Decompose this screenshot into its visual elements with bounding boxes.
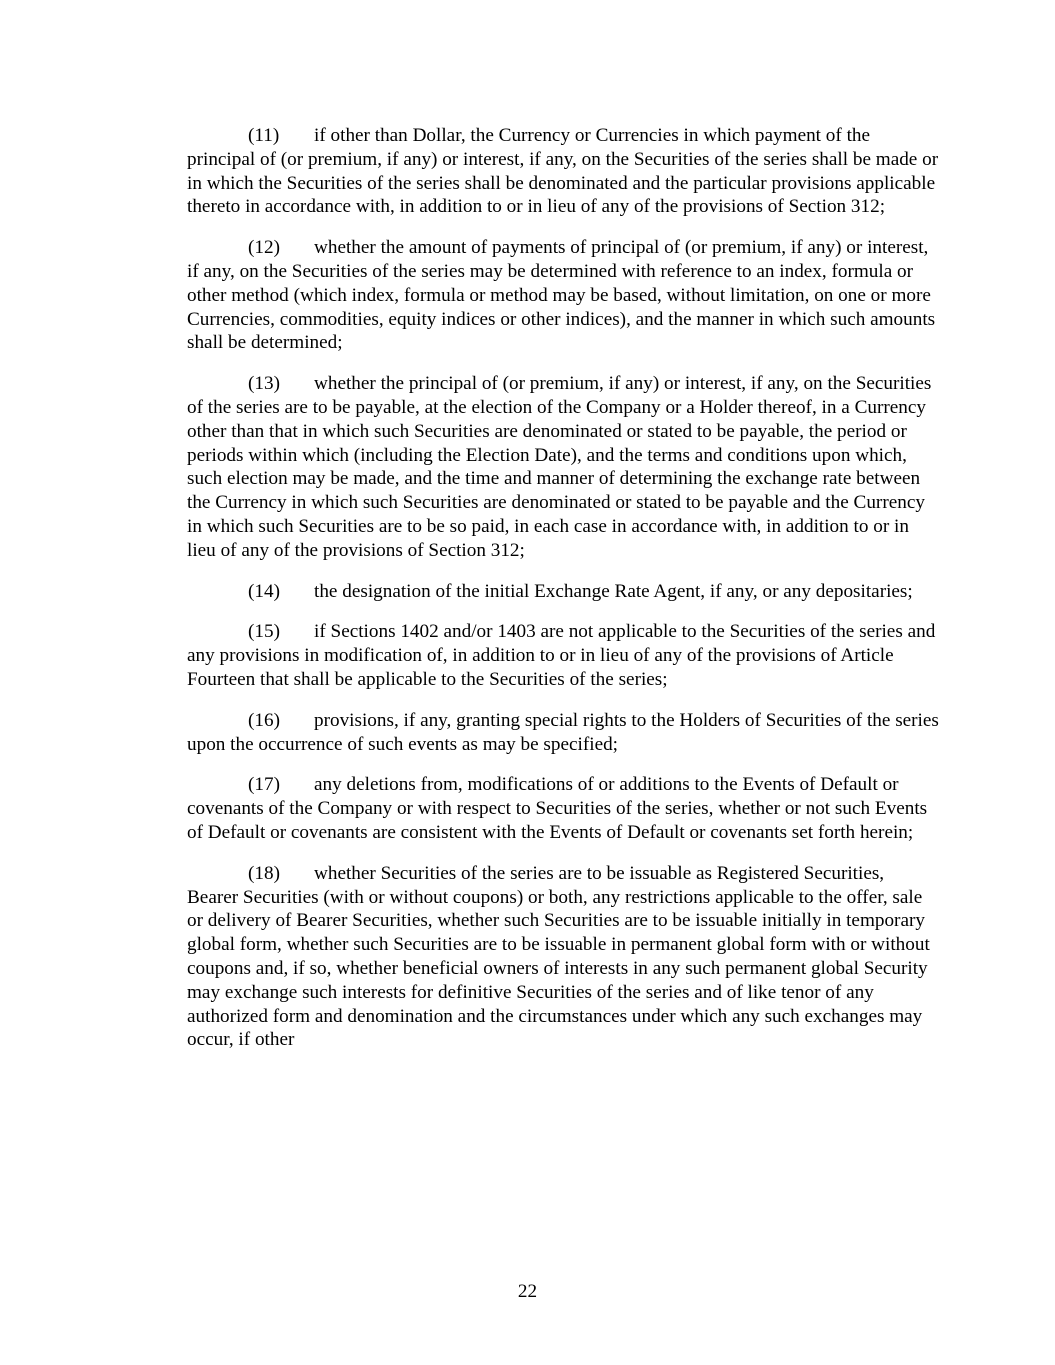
clause-17: [187, 773, 939, 844]
clause-number: (13): [248, 373, 280, 395]
clause-text: provisions, if any, granting special rights to the Holders of Securities of the series upon the occurrence of such events as may be specified;: [187, 709, 939, 755]
clause-number: (16): [248, 709, 280, 731]
clause-11: [187, 124, 939, 219]
clause-16: [187, 709, 939, 757]
clause-number: (17): [248, 774, 280, 796]
clause-text: whether the amount of payments of principal of (or premium, if any) or interest, if any, on the Securities of the series may be determined with reference to an index, formula or other method (which index, formula or method may be based, without limitation, on one or more Currencies, commodities, equity indices or other indices), and the manner in which such amounts shall be determined;: [187, 237, 936, 354]
clause-number: (18): [248, 862, 280, 884]
clause-text: if other than Dollar, the Currency or Currencies in which payment of the principal of (or premium, if any) or interest, if any, on the Securities of the series shall be made or in which the Securities of the series shall be denominated and the particular provisions applicable thereto in accordance with, in addition to or in lieu of any of the provisions of Section 312;: [187, 125, 939, 218]
clause-15: [187, 620, 939, 691]
clause-14: [187, 580, 939, 604]
clause-13: [187, 372, 939, 562]
clause-text: the designation of the initial Exchange Rate Agent, if any, or any depositaries;: [314, 580, 913, 602]
clause-18: [187, 862, 939, 1052]
page-number: 22: [517, 1281, 538, 1302]
clause-number: (14): [248, 580, 280, 602]
clause-text: whether Securities of the series are to be issuable as Registered Securities, Bearer Securities (with or without coupons) or both, any restrictions applicable to the offer, sale or delivery of Bearer Securities, whether such Securities are to be issuable initially in temporary global form, whether such Securities are to be issuable in permanent global form with or without coupons and, if so, whether beneficial owners of interests in any such permanent global Security may exchange such interests for definitive Securities of the series and of like tenor of any authorized form and denomination and the circumstances under which any such exchanges may occur, if other: [187, 862, 930, 1051]
document-body: [187, 124, 939, 1069]
clause-number: (15): [248, 621, 280, 643]
clause-number: (12): [248, 237, 280, 259]
clause-text: any deletions from, modifications of or additions to the Events of Default or covenants of the Company or with respect to Securities of the series, whether or not such Events of Default or covenants are consistent with the Events of Default or covenants set forth herein;: [187, 774, 928, 843]
clause-text: whether the principal of (or premium, if any) or interest, if any, on the Securities of the series are to be payable, at the election of the Company or a Holder thereof, in a Currency other than that in which such Securities are denominated or stated to be payable, the period or periods within which (including the Election Date), and the terms and conditions upon which, such election may be made, and the time and manner of determining the exchange rate between the Currency in which such Securities are denominated or stated to be payable and the Currency in which such Securities are to be so paid, in each case in accordance with, in addition to or in lieu of any of the provisions of Section 312;: [187, 373, 932, 561]
clause-text: if Sections 1402 and/or 1403 are not applicable to the Securities of the series and any provisions in modification of, in addition to or in lieu of any of the provisions of Article Fourteen that shall be applicable to the Securities of the series;: [187, 621, 936, 690]
clause-number: (11): [248, 125, 280, 146]
clause-12: [187, 236, 939, 355]
